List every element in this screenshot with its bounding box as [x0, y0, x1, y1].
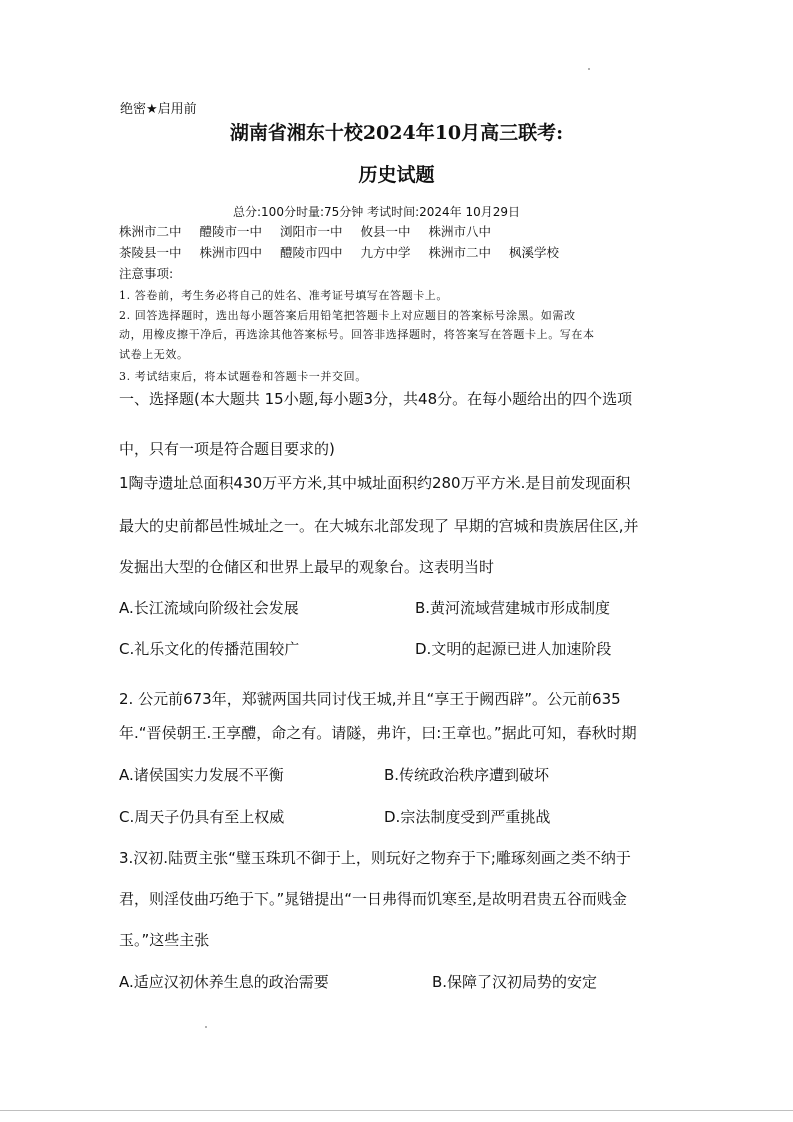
scan-speck	[588, 68, 590, 70]
notice-line: 2. 回答选择题时，选出每小题答案后用铅笔把答题卡上对应题目的答案标号涂黑。如需改	[119, 309, 576, 322]
exam-meta: 总分:100分时量:75分钟 考试时间:2024年 10月29日	[233, 205, 521, 219]
question-1-text: 发掘出大型的仓储区和世界上最早的观象台。这表明当时	[119, 558, 495, 576]
question-3-option-a: A.适应汉初休养生息的政治需要	[119, 973, 329, 991]
question-3-text: 玉。”这些主张	[119, 931, 210, 949]
question-1-option-a: A.长江流域向阶级社会发展	[119, 599, 299, 617]
confidential-label: 绝密★启用前	[120, 102, 197, 117]
school-name: 株洲市四中	[199, 245, 263, 260]
question-2-option-c: C.周天子仍具有至上权威	[119, 808, 285, 826]
notice-line: 3. 考试结束后，将本试题卷和答题卡一并交回。	[119, 370, 367, 383]
school-name: 株洲市八中	[428, 224, 492, 239]
question-2-text: 2. 公元前673年，郑虢两国共同讨伐王城,并且“享王于阙西辟”。公元前635	[119, 690, 621, 708]
section-heading: 一、选择题(本大题共 15小题,每小题3分，共48分。在每小题给出的四个选项	[119, 390, 633, 408]
school-name: 醴陵市四中	[280, 245, 343, 260]
school-name: 浏阳市一中	[280, 224, 343, 239]
school-name: 茶陵县一中	[119, 245, 182, 260]
notice-heading: 注意事项:	[119, 266, 174, 281]
question-2-option-d: D.宗法制度受到严重挑战	[384, 808, 551, 826]
question-3-text: 君，则淫伎曲巧绝于下。”晁错提出“一日弗得而饥寒至,是故明君贵五谷而贱金	[119, 890, 627, 908]
school-list-row-2	[119, 243, 573, 261]
question-3-text: 3.汉初.陆贾主张“璧玉珠玑不御于上，则玩好之物弃于下;雕琢刻画之类不纳于	[119, 849, 631, 867]
question-2-option-a: A.诸侯国实力发展不平衡	[119, 766, 284, 784]
question-3-option-b: B.保障了汉初局势的安定	[432, 973, 598, 991]
school-name: 醴陵市一中	[199, 224, 263, 239]
exam-subject: 历史试题	[358, 164, 435, 186]
school-name: 枫溪学校	[509, 245, 560, 260]
page-bottom-divider	[0, 1110, 793, 1111]
notice-line: 1. 答卷前，考生务必将自己的姓名、准考证号填写在答题卡上。	[119, 289, 448, 302]
question-1-option-c: C.礼乐文化的传播范围较广	[119, 640, 300, 658]
question-1-option-d: D.文明的起源已进人加速阶段	[415, 640, 612, 658]
exam-title: 湖南省湘东十校2024年10月高三联考:	[229, 122, 564, 144]
notice-line: 试卷上无效。	[119, 348, 189, 361]
school-name: 攸县一中	[360, 224, 411, 239]
question-2-option-b: B.传统政治秩序遭到破坏	[384, 766, 550, 784]
question-2-text: 年.“晋侯朝王.王享醴，命之有。请隧，弗许，曰:王章也。”据此可知，春秋时期	[119, 724, 637, 742]
section-heading-cont: 中，只有一项是符合题目要求的)	[119, 440, 335, 458]
school-list-row-1	[119, 222, 505, 240]
scan-speck	[205, 1026, 207, 1028]
school-name: 株洲市二中	[428, 245, 492, 260]
question-1-text: 1陶寺遗址总面积430万平方米,其中城址面积约280万平方米.是目前发现面积	[119, 474, 631, 492]
question-1-text: 最大的史前都邑性城址之一。在大城东北部发现了 早期的宫城和贵族居住区,并	[119, 517, 639, 535]
question-1-option-b: B.黄河流域营建城市形成制度	[415, 599, 611, 617]
school-name: 株洲市二中	[119, 224, 182, 239]
notice-line: 动，用橡皮擦干净后，再选涂其他答案标号。回答非选择题时，将答案写在答题卡上。写在本	[119, 328, 595, 341]
school-name: 九方中学	[360, 245, 411, 260]
